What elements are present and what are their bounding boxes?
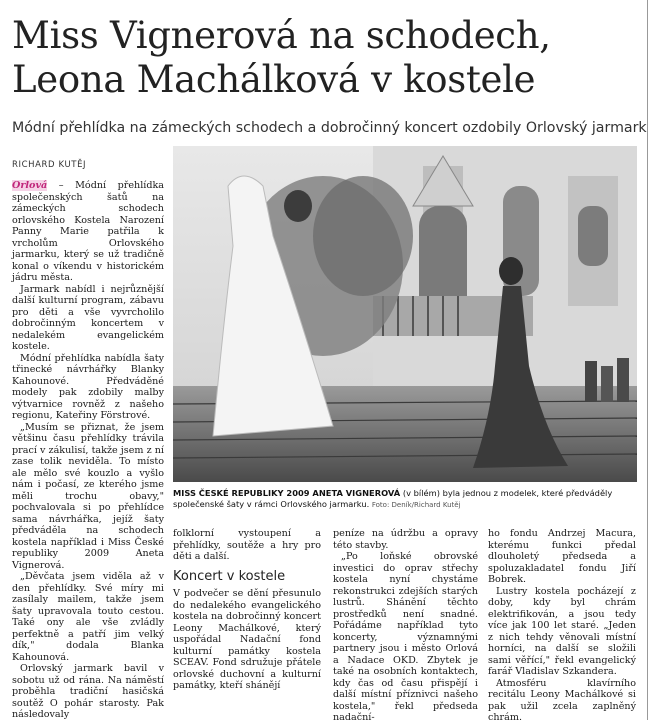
column-1 <box>12 180 164 721</box>
article-photo <box>173 146 637 482</box>
paragraph: „Děvčata jsem viděla až v den přehlídky. Své míry mi zasílaly mailem, takže jsem šaty upravovala touto cestou. Také ony ale vše zvládly perfektně a patří jim velký dík," dodala Blanka Kahounová. <box>12 571 164 663</box>
column-3 <box>333 528 478 724</box>
headline <box>12 14 636 102</box>
paragraph: folklorní vystoupení a přehlídky, soutěže a hry pro děti a další. <box>173 528 321 562</box>
lead-paragraph: Orlová – Módní přehlídka společenských šatů na zámeckých schodech orlovského Kostela Narození Panny Marie patřila k vrcholům Orlovského jarmarku, který se už tradičně konal o víkendu v historickém jádru města. <box>12 180 164 283</box>
paragraph: Lustry kostela pocházejí z doby, kdy byl chrám elektrifikován, a jsou tedy více jak 100 let staré. „Jeden z nich tehdy věnovali místní horníci, na další se složili sami věřící," řekl evangelický farář Vladislav Szkandera. <box>488 585 636 677</box>
paragraph: „Musím se přiznat, že jsem většinu času přehlídky trávila prací v zákulisí, takže jsem z ní zase tolik neviděla. To místo ale mělo své kouzlo a vyšlo nám i počasí, ze kterého jsme měli trochu obavy," pochvalovala si po přehlídce sama návrhářka, jejíž šaty předváděla na schodech kostela například i Miss České republiky 2009 Aneta Vignerová. <box>12 421 164 571</box>
column-4 <box>488 528 636 724</box>
caption-bold: MISS ČESKÉ REPUBLIKY 2009 ANETA VIGNEROVÁ <box>173 488 401 498</box>
photo-credit: Foto: Deník/Richard Kutěj <box>371 501 461 509</box>
paragraph: Jarmark nabídl i nejrůznější další kulturní program, zábavu pro děti a vše vyvrcholilo dobročinným koncertem v nedalekém evangelickém kostele. <box>12 283 164 352</box>
headline-line-1: Miss Vignerová na schodech, <box>12 14 551 57</box>
byline: RICHARD KUTĚJ <box>12 160 87 170</box>
paragraph: ho fondu Andrzej Macura, kterému funkci předal dlouholetý předseda a spoluzakladatel fondu Jiří Bobrek. <box>488 528 636 585</box>
photo-illustration <box>173 146 637 482</box>
section-subtitle: Koncert v kostele <box>173 568 286 584</box>
column-2 <box>173 528 321 692</box>
paragraph: peníze na údržbu a opravy této stavby. <box>333 528 478 551</box>
paragraph: Orlovský jarmark bavil v sobotu už od rána. Na náměstí proběhla tradiční hasičská soutěž O pohár starosty. Pak následovaly <box>12 663 164 720</box>
photo-caption <box>173 488 637 511</box>
paragraph: Módní přehlídka nabídla šaty třinecké návrhářky Blanky Kahounové. Předváděné modely pak zdobily malby výtvarnice rovněž z našeho regionu, Kateřiny Förstrové. <box>12 352 164 421</box>
subheadline: Módní přehlídka na zámeckých schodech a dobročinný koncert ozdobily Orlovský jarmark <box>12 120 647 136</box>
paragraph: „Po loňské obrovské investici do oprav střechy kostela nyní chystáme rekonstrukci zdejších starých lustrů. Shánění těchto prostředků není snadné. Pořádáme například tyto koncerty, významnými partnery jsou i město Orlová a Nadace OKD. Zbytek je také na osobních kontaktech, kdy čas od času přispějí i další místní příznivci našeho kostela," řekl předseda nadační- <box>333 551 478 723</box>
location-tag: Orlová <box>12 180 48 191</box>
caption-text: (v bílém) byla jednou z modelek, které předváděly společenské šaty v rámci Orlovského jarmarku. <box>173 488 613 509</box>
paragraph: V podvečer se dění přesunulo do nedalekého evangelického kostela na dobročinný koncert Leony Machálkové, který uspořádal Nadační fond kulturní památky kostela SCEAV. Fond sdružuje přátele orlovské duchovní a kulturní památky, kteří shánějí <box>173 588 321 691</box>
headline-line-2: Leona Machálková v kostele <box>12 58 536 101</box>
paragraph: Atmosféru klavírního recitálu Leony Machálkové si pak užil zcela zaplněný chrám. <box>488 677 636 723</box>
